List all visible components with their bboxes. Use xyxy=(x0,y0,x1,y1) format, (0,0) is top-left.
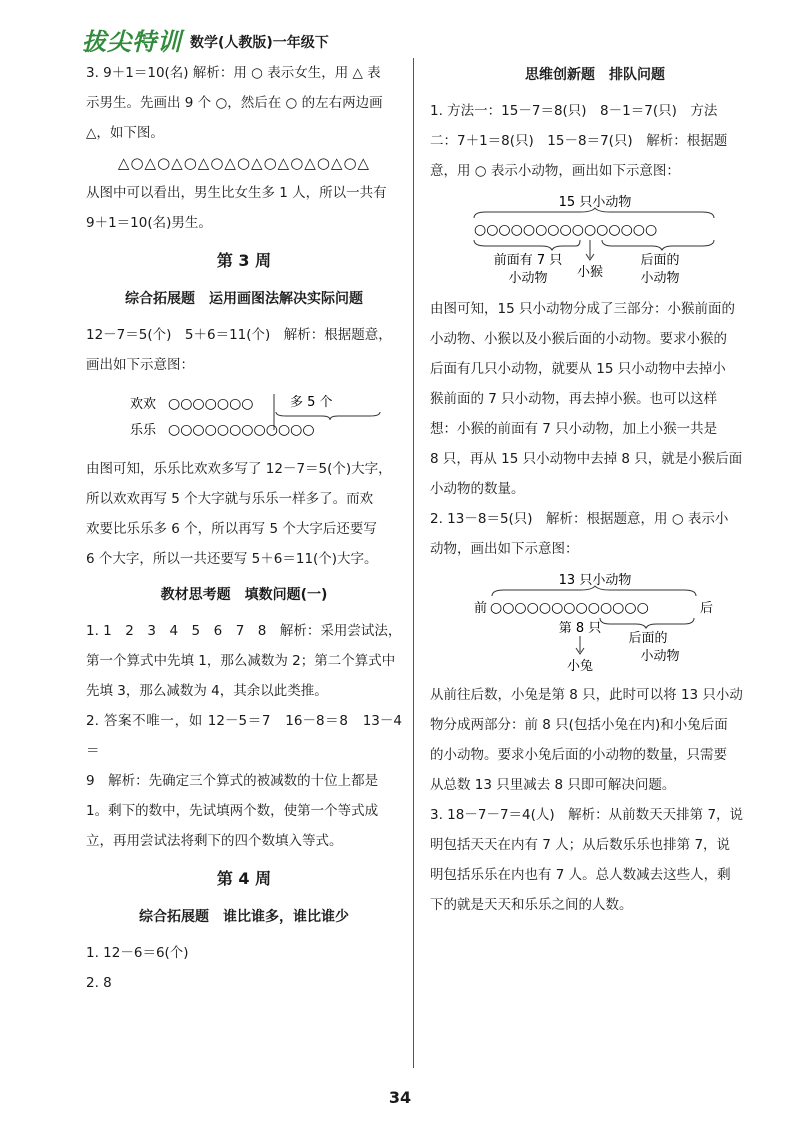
rq1-text: 二：7＋1＝8(只) 15－8＝7(只) 解析：根据题 xyxy=(430,133,728,149)
queue13-front-label: 前 xyxy=(474,601,488,616)
column-divider xyxy=(413,58,414,1068)
q3-text: 示男生。先画出 9 个 ○，然后在 ○ 的左右两边画 xyxy=(86,95,383,111)
diagram-label-lele: 乐乐 xyxy=(130,423,157,438)
section-heading: 教材思考题 填数问题(一) xyxy=(160,587,328,603)
queue-top-brace xyxy=(474,208,714,218)
section-heading: 综合拓展题 谁比谁多，谁比谁少 xyxy=(139,909,349,925)
section-heading: 思维创新题 排队问题 xyxy=(525,67,665,83)
queue-total-label: 15 只小动物 xyxy=(558,195,632,210)
queue-front-label-2: 小动物 xyxy=(508,271,548,286)
s1-text: 12－7＝5(个) 5＋6＝11(个) 解析：根据题意， xyxy=(86,327,392,343)
queue-monkey-label: 小猴 xyxy=(576,265,604,280)
s2-text: 1。剩下的数中，先试填两个数，使第一个等式成 xyxy=(86,803,379,819)
queue-diagram-13-svg xyxy=(430,570,760,674)
rq3-text: 明包括乐乐在内也有 7 人。总人数减去这些人，剩 xyxy=(430,867,731,883)
rq1-text: 小动物的数量。 xyxy=(430,481,525,497)
queue13-after-label: 后面的 xyxy=(628,631,668,646)
section-heading: 综合拓展题 运用画图法解决实际问题 xyxy=(125,291,363,307)
s3-text: 2. 8 xyxy=(86,975,112,991)
s1-text: 所以欢欢再写 5 个大字就与乐乐一样多了。而欢 xyxy=(86,491,374,507)
queue13-after-label-2: 小动物 xyxy=(640,649,680,664)
q3-text: 9＋1＝10(名)男生。 xyxy=(86,215,212,231)
diagram-circles-lele: ○○○○○○○○○○○○ xyxy=(168,422,315,438)
queue13-rabbit-label: 小兔 xyxy=(566,659,594,674)
rq1-text: 小动物、小猴以及小猴后面的小动物。要求小猴的 xyxy=(430,331,727,347)
queue-back-brace xyxy=(602,240,714,250)
queue-diagram-15-svg xyxy=(430,192,760,288)
rq2-text: 物分成两部分：前 8 只(包括小兔在内)和小兔后面 xyxy=(430,717,728,733)
s1-text: 画出如下示意图： xyxy=(86,357,194,373)
s1-text: 6 个大字，所以一共还要写 5＋6＝11(个)大字。 xyxy=(86,551,378,567)
header-title: 数学(人教版)一年级下 xyxy=(190,35,329,51)
page-number: 34 xyxy=(388,1088,412,1107)
s1-text: 欢要比乐乐多 6 个，所以再写 5 个大字后还要写 xyxy=(86,521,377,537)
queue-front-brace xyxy=(474,240,580,250)
s2-text: 立，再用尝试法将剩下的四个数填入等式。 xyxy=(86,833,343,849)
queue13-back-brace xyxy=(600,618,694,628)
rq3-text: 明包括天天在内有 7 人；从后数乐乐也排第 7，说 xyxy=(430,837,731,853)
rq1-text: 后面有几只小动物，就要从 15 只小动物中去掉小 xyxy=(430,361,726,377)
rq1-text: 1. 方法一：15－7＝8(只) 8－1＝7(只) 方法 xyxy=(430,103,718,119)
week-3-heading: 第 3 周 xyxy=(216,251,272,270)
brand-logo: 拔尖特训 xyxy=(82,28,182,56)
s3-text: 1. 12－6＝6(个) xyxy=(86,945,189,961)
diagram-brace xyxy=(276,412,380,420)
queue-back-label: 后面的 xyxy=(640,253,680,268)
s2-text: 9 解析：先确定三个算式的被减数的十位上都是 xyxy=(86,773,379,789)
queue-diagram-15 xyxy=(430,192,760,288)
queue-circles: ○○○○○○○○○○○○○○○ xyxy=(474,222,658,238)
rq2-text: 动物，画出如下示意图： xyxy=(430,541,579,557)
rq3-text: 3. 18－7－7＝4(人) 解析：从前数天天排第 7，说 xyxy=(430,807,744,823)
compare-diagram-svg xyxy=(86,386,402,448)
rq2-text: 的小动物。要求小兔后面的小动物的数量，只需要 xyxy=(430,747,727,763)
compare-diagram xyxy=(86,386,402,448)
queue-diagram-13 xyxy=(430,570,760,674)
rq1-text: 想：小猴的前面有 7 只小动物，加上小猴一共是 xyxy=(430,421,718,437)
queue-front-label: 前面有 7 只 xyxy=(493,253,563,268)
s2-text: 第一个算式中先填 1，那么减数为 2；第二个算式中 xyxy=(86,653,396,669)
rq2-text: 从前往后数，小兔是第 8 只，此时可以将 13 只小动 xyxy=(430,687,743,703)
q3-text: 3. 9＋1＝10(名) 解析：用 ○ 表示女生，用 △ 表 xyxy=(86,65,381,81)
s1-text: 由图可知，乐乐比欢欢多写了 12－7＝5(个)大字， xyxy=(86,461,392,477)
queue13-eighth-label: 第 8 只 xyxy=(558,621,602,636)
queue13-back-label: 后 xyxy=(700,601,714,616)
diagram-label-huanhuan: 欢欢 xyxy=(130,397,157,412)
q3-text: △，如下图。 xyxy=(86,125,164,141)
queue13-total-label: 13 只小动物 xyxy=(558,573,632,588)
s2-text: 1. 1 2 3 4 5 6 7 8 解析：采用尝试法， xyxy=(86,623,402,639)
s2-text: 2. 答案不唯一，如 12－5＝7 16－8＝8 13－4＝ xyxy=(86,713,402,759)
rq1-text: 猴前面的 7 只小动物，再去掉小猴。也可以这样 xyxy=(430,391,718,407)
right-column xyxy=(430,58,760,920)
rq3-text: 下的就是天天和乐乐之间的人数。 xyxy=(430,897,633,913)
queue13-top-brace xyxy=(492,586,696,596)
triangle-circle-row: △○△○△○△○△○△○△○△○△○△ xyxy=(117,154,371,172)
left-column xyxy=(86,58,402,998)
diagram-more-label: 多 5 个 xyxy=(290,395,333,410)
rq1-text: 8 只，再从 15 只小动物中去掉 8 只，就是小猴后面 xyxy=(430,451,743,467)
queue13-circles: ○○○○○○○○○○○○○ xyxy=(490,600,649,616)
rq2-text: 从总数 13 只里减去 8 只即可解决问题。 xyxy=(430,777,676,793)
week-4-heading: 第 4 周 xyxy=(216,869,272,888)
s2-text: 先填 3，那么减数为 4，其余以此类推。 xyxy=(86,683,328,699)
q3-text: 从图中可以看出，男生比女生多 1 人，所以一共有 xyxy=(86,185,387,201)
diagram-circles-huanhuan: ○○○○○○○ xyxy=(168,396,254,412)
queue-back-label-2: 小动物 xyxy=(640,271,680,286)
rq1-text: 由图可知，15 只小动物分成了三部分：小猴前面的 xyxy=(430,301,735,317)
rq1-text: 意，用 ○ 表示小动物，画出如下示意图： xyxy=(430,163,680,179)
rq2-text: 2. 13－8＝5(只) 解析：根据题意，用 ○ 表示小 xyxy=(430,511,729,527)
